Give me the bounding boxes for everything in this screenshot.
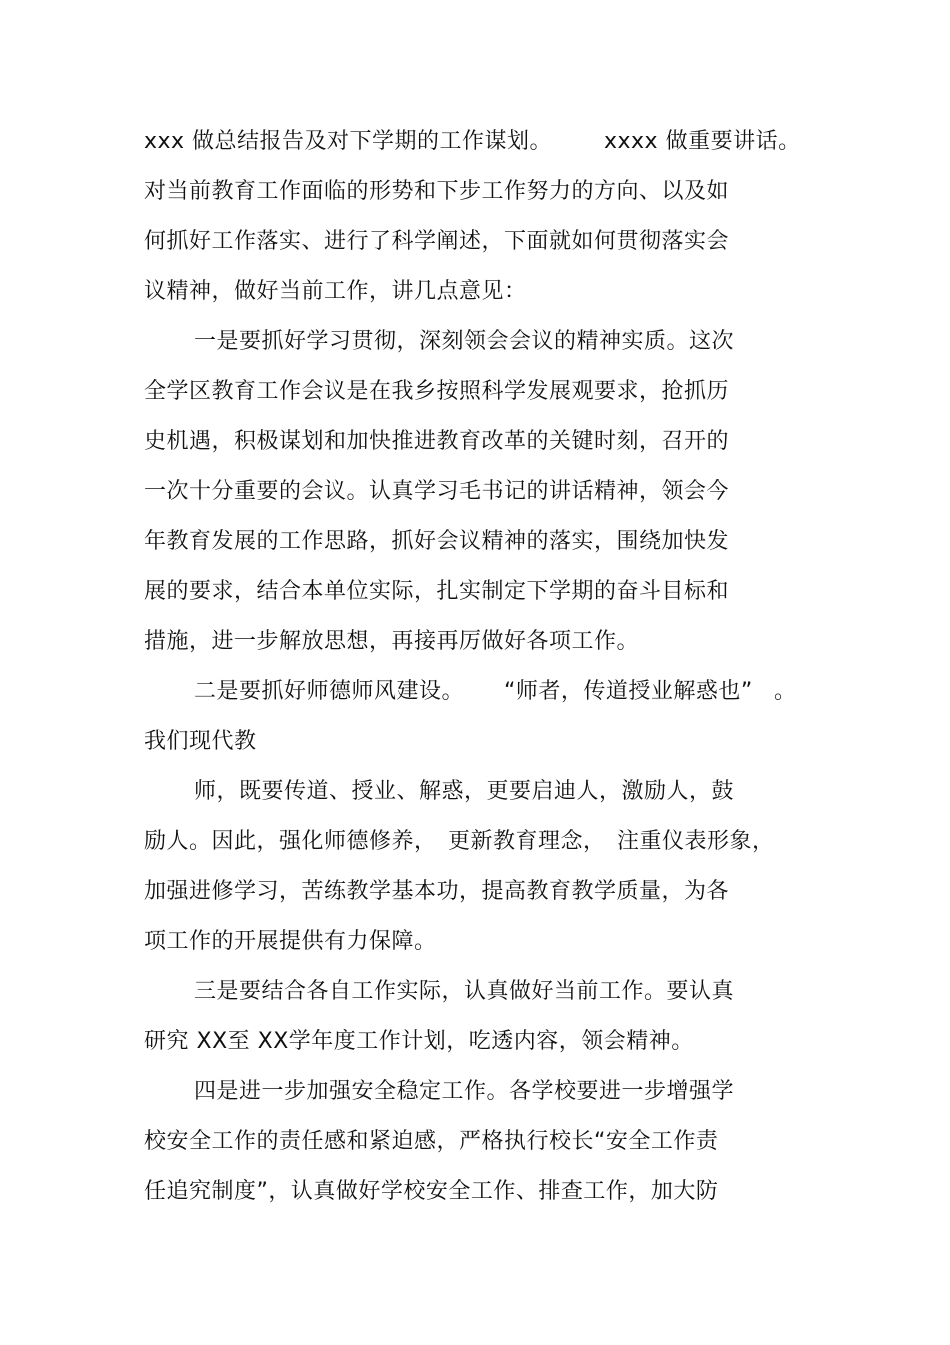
text-line-17: 项工作的开展提供有力保障。	[144, 929, 437, 954]
text-line-11: 措施，进一步解放思想，再接再厉做好各项工作。	[144, 629, 640, 654]
text-line-22: 任追究制度”，认真做好学校安全工作、排查工作，加大防	[144, 1179, 719, 1204]
text-segment: “师者，传道授业解惑也”	[504, 679, 753, 704]
text-line-4: 议精神，做好当前工作，讲几点意见：	[144, 279, 527, 304]
text-segment: xxxx 做重要讲话。	[604, 129, 801, 154]
text-line-18: 三是要结合各自工作实际，认真做好当前工作。要认真	[194, 979, 735, 1004]
text-line-8: 一次十分重要的会议。认真学习毛书记的讲话精神，领会今	[144, 479, 730, 504]
text-line-10: 展的要求，结合本单位实际，扎实制定下学期的奋斗目标和	[144, 579, 730, 604]
text-segment: 二是要抓好师德师风建设。	[194, 679, 465, 704]
text-line-19: 研究 XX至 XX学年度工作计划，吃透内容，领会精神。	[144, 1029, 694, 1054]
text-line-14: 师，既要传道、授业、解惑，更要启迪人，激励人，鼓	[194, 779, 735, 804]
text-line-2: 对当前教育工作面临的形势和下步工作努力的方向、以及如	[144, 179, 730, 204]
text-segment: 。	[774, 679, 797, 704]
text-line-20: 四是进一步加强安全稳定工作。各学校要进一步增强学	[194, 1079, 735, 1104]
text-segment: xxx 做总结报告及对下学期的工作谋划。	[144, 129, 553, 154]
text-line-9: 年教育发展的工作思路，抓好会议精神的落实，围绕加快发	[144, 529, 730, 554]
text-line-13: 我们现代教	[144, 729, 257, 754]
text-line-6: 全学区教育工作会议是在我乡按照科学发展观要求，抢抓历	[144, 379, 730, 404]
text-line-16: 加强进修学习，苦练教学基本功，提高教育教学质量，为各	[144, 879, 730, 904]
text-line-3: 何抓好工作落实、进行了科学阐述，下面就如何贯彻落实会	[144, 229, 730, 254]
text-line-5: 一是要抓好学习贯彻，深刻领会会议的精神实质。这次	[194, 329, 735, 354]
text-line-21: 校安全工作的责任感和紧迫感，严格执行校长“安全工作责	[144, 1129, 719, 1154]
text-line-7: 史机遇，积极谋划和加快推进教育改革的关键时刻，召开的	[144, 429, 730, 454]
text-line-15: 励人。因此，强化师德修养， 更新教育理念， 注重仪表形象，	[144, 829, 775, 854]
